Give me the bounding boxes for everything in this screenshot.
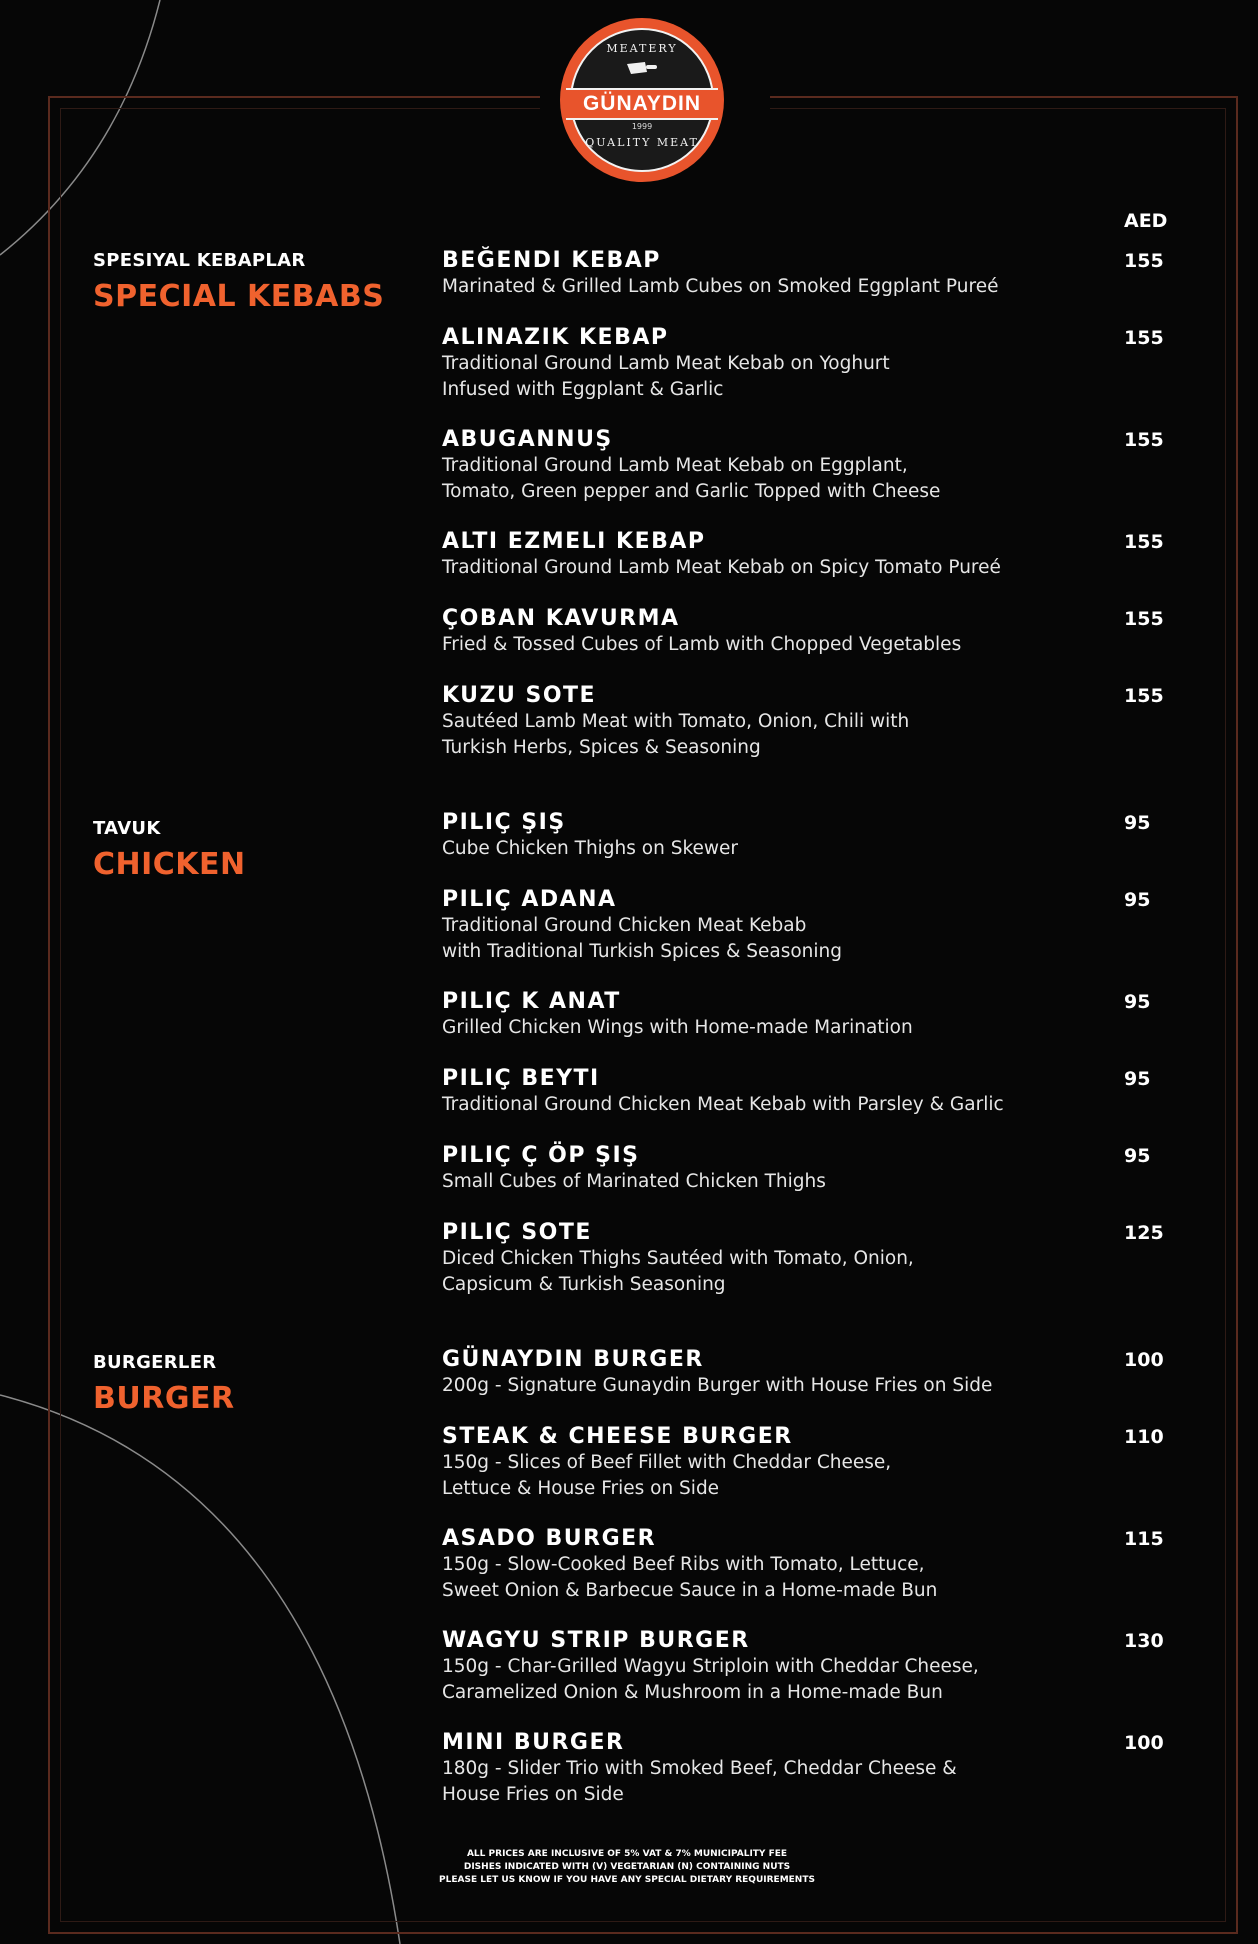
menu-item bbox=[442, 248, 1122, 300]
section-subtitle: TAVUK bbox=[93, 818, 161, 839]
item-description: Sautéed Lamb Meat with Tomato, Onion, Chili with Turkish Herbs, Spices & Seasoning bbox=[442, 711, 910, 758]
item-price: 155 bbox=[1124, 685, 1164, 707]
item-price: 155 bbox=[1124, 327, 1164, 349]
item-price: 155 bbox=[1124, 429, 1164, 451]
item-name: ABUGANNUŞ bbox=[442, 427, 613, 452]
item-name: ALTI EZMELI KEBAP bbox=[442, 529, 706, 554]
item-description: 150g - Slow-Cooked Beef Ribs with Tomato, Lettuce, Sweet Onion & Barbecue Sauce in a Home-made Bun bbox=[442, 1554, 938, 1601]
item-price: 100 bbox=[1124, 1732, 1164, 1754]
item-name: PILIÇ Ç ÖP ŞIŞ bbox=[442, 1143, 640, 1168]
item-name: ASADO BURGER bbox=[442, 1526, 657, 1551]
item-name: PILIÇ ADANA bbox=[442, 887, 617, 912]
menu-item bbox=[442, 1424, 1122, 1502]
logo-top-text: MEATERY bbox=[606, 42, 678, 55]
item-price: 100 bbox=[1124, 1349, 1164, 1371]
item-name: WAGYU STRIP BURGER bbox=[442, 1628, 750, 1653]
menu-item bbox=[442, 810, 1122, 862]
item-price: 115 bbox=[1124, 1528, 1164, 1550]
footer-line: ALL PRICES ARE INCLUSIVE OF 5% VAT & 7% MUNICIPALITY FEE bbox=[466, 1849, 788, 1859]
menu-item bbox=[442, 887, 1122, 965]
item-name: PILIÇ ŞIŞ bbox=[442, 810, 566, 835]
item-price: 95 bbox=[1124, 812, 1151, 834]
footer-line: DISHES INDICATED WITH (V) VEGETARIAN (N) CONTAINING NUTS bbox=[463, 1862, 791, 1872]
item-description: 200g - Signature Gunaydin Burger with House Fries on Side bbox=[442, 1375, 993, 1396]
logo-bottom-text: QUALITY MEAT bbox=[585, 136, 699, 149]
item-name: ÇOBAN KAVURMA bbox=[442, 606, 680, 631]
item-description: Traditional Ground Lamb Meat Kebab on Eggplant, Tomato, Green pepper and Garlic Topped with Cheese bbox=[442, 455, 941, 502]
section-special-kebabs bbox=[93, 250, 384, 314]
menu-item bbox=[442, 1220, 1122, 1298]
footer-line: PLEASE LET US KNOW IF YOU HAVE ANY SPECIAL DIETARY REQUIREMENTS bbox=[439, 1875, 815, 1885]
item-description: Traditional Ground Chicken Meat Kebab with Traditional Turkish Spices & Seasoning bbox=[442, 915, 843, 962]
currency-header: AED bbox=[1124, 210, 1168, 232]
item-description: Diced Chicken Thighs Sautéed with Tomato, Onion, Capsicum & Turkish Seasoning bbox=[442, 1248, 914, 1295]
item-description: 150g - Slices of Beef Fillet with Cheddar Cheese, Lettuce & House Fries on Side bbox=[442, 1452, 892, 1499]
item-description: Traditional Ground Chicken Meat Kebab with Parsley & Garlic bbox=[442, 1094, 1004, 1115]
logo-year: 1999 bbox=[631, 122, 653, 131]
section-burger bbox=[93, 1352, 235, 1416]
item-price: 95 bbox=[1124, 991, 1151, 1013]
section-chicken bbox=[93, 818, 246, 882]
item-name: PILIÇ SOTE bbox=[442, 1220, 592, 1245]
item-price: 155 bbox=[1124, 531, 1164, 553]
section-title: BURGER bbox=[93, 1381, 235, 1416]
item-price: 110 bbox=[1124, 1426, 1164, 1448]
restaurant-logo bbox=[560, 18, 724, 182]
logo-brand-name: GÜNAYDIN bbox=[566, 88, 718, 120]
item-name: PILIÇ BEYTI bbox=[442, 1066, 600, 1091]
menu-item bbox=[442, 1347, 1122, 1399]
item-price: 125 bbox=[1124, 1222, 1164, 1244]
menu-item bbox=[442, 1730, 1122, 1808]
menu-item bbox=[442, 1066, 1122, 1118]
menu-item bbox=[442, 529, 1122, 581]
item-name: ALINAZIK KEBAP bbox=[442, 325, 669, 350]
item-price: 155 bbox=[1124, 250, 1164, 272]
menu-item bbox=[442, 1628, 1122, 1706]
menu-item bbox=[442, 427, 1122, 505]
section-title: SPECIAL KEBABS bbox=[93, 279, 385, 314]
item-description: Marinated & Grilled Lamb Cubes on Smoked Eggplant Pureé bbox=[442, 276, 999, 297]
item-price: 95 bbox=[1124, 1068, 1151, 1090]
menu-item bbox=[442, 683, 1122, 761]
item-price: 130 bbox=[1124, 1630, 1164, 1652]
item-price: 155 bbox=[1124, 608, 1164, 630]
item-description: Fried & Tossed Cubes of Lamb with Chopped Vegetables bbox=[442, 634, 962, 655]
menu-item bbox=[442, 989, 1122, 1041]
menu-footer-notes bbox=[300, 1848, 954, 1887]
cleaver-icon bbox=[572, 58, 712, 85]
section-subtitle: BURGERLER bbox=[93, 1352, 217, 1373]
menu-item bbox=[442, 1143, 1122, 1195]
item-description: Cube Chicken Thighs on Skewer bbox=[442, 838, 739, 859]
section-subtitle: SPESIYAL KEBAPLAR bbox=[93, 250, 306, 271]
item-description: 180g - Slider Trio with Smoked Beef, Cheddar Cheese & House Fries on Side bbox=[442, 1758, 957, 1805]
item-name: MINI BURGER bbox=[442, 1730, 625, 1755]
item-description: Traditional Ground Lamb Meat Kebab on Yoghurt Infused with Eggplant & Garlic bbox=[442, 353, 890, 400]
menu-item bbox=[442, 606, 1122, 658]
item-name: BEĞENDI KEBAP bbox=[442, 248, 661, 273]
item-description: Grilled Chicken Wings with Home-made Marination bbox=[442, 1017, 913, 1038]
item-description: 150g - Char-Grilled Wagyu Striploin with Cheddar Cheese, Caramelized Onion & Mushroom in a Home-made Bun bbox=[442, 1656, 979, 1703]
menu-item bbox=[442, 325, 1122, 403]
section-title: CHICKEN bbox=[93, 847, 246, 882]
menu-item bbox=[442, 1526, 1122, 1604]
item-price: 95 bbox=[1124, 889, 1151, 911]
item-description: Traditional Ground Lamb Meat Kebab on Spicy Tomato Pureé bbox=[442, 557, 1001, 578]
item-name: KUZU SOTE bbox=[442, 683, 597, 708]
item-name: PILIÇ K ANAT bbox=[442, 989, 621, 1014]
item-name: GÜNAYDIN BURGER bbox=[442, 1347, 704, 1372]
item-price: 95 bbox=[1124, 1145, 1151, 1167]
item-name: STEAK & CHEESE BURGER bbox=[442, 1424, 793, 1449]
item-description: Small Cubes of Marinated Chicken Thighs bbox=[442, 1171, 826, 1192]
